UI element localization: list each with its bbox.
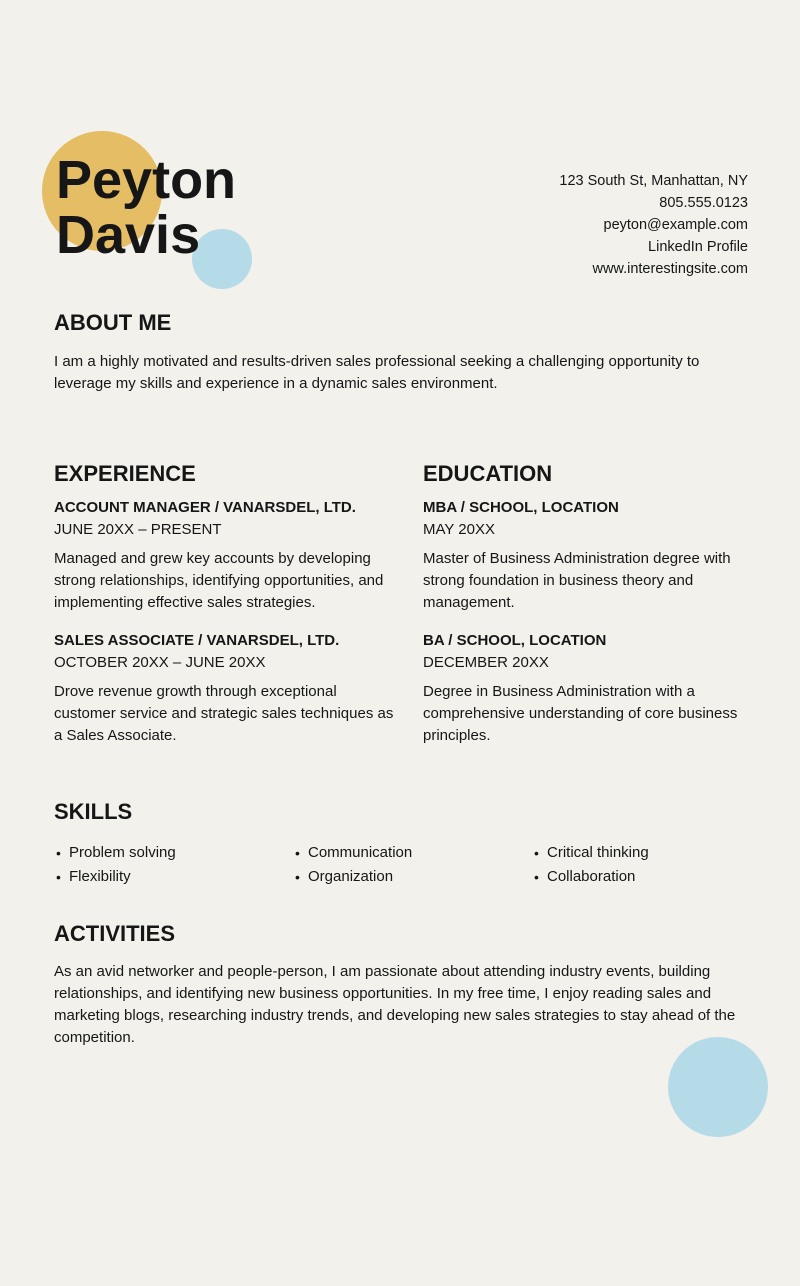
experience-job-title: ACCOUNT MANAGER / VANARSDEL, LTD.	[54, 499, 356, 516]
experience-section	[54, 463, 394, 747]
contact-website: www.interestingsite.com	[592, 261, 748, 277]
experience-dates: JUNE 20XX – PRESENT	[54, 521, 222, 538]
skills-section	[54, 801, 748, 888]
decorative-blue-circle-bottom	[668, 1037, 768, 1137]
skill-item: • Critical thinking	[532, 842, 748, 864]
about-heading: ABOUT ME	[54, 310, 172, 335]
contact-address: 123 South St, Manhattan, NY	[559, 173, 748, 189]
candidate-first-name: Peyton	[56, 150, 237, 210]
skill-item: • Problem solving	[54, 842, 293, 864]
education-entry	[423, 497, 748, 614]
experience-description: Managed and grew key accounts by developing strong relationships, identifying opportunities, and implementing effective sales strategies.	[54, 550, 384, 611]
candidate-name	[56, 150, 237, 265]
skill-item: • Collaboration	[532, 866, 748, 888]
contact-info	[559, 170, 748, 280]
about-text: I am a highly motivated and results-driven sales professional seeking a challenging opportunity to leverage my skills and experience in a dynamic sales environment.	[54, 353, 700, 392]
experience-heading: EXPERIENCE	[54, 461, 196, 486]
skill-item: • Communication	[293, 842, 532, 864]
skill-item: • Flexibility	[54, 866, 293, 888]
activities-section	[54, 923, 748, 1049]
experience-job-title: SALES ASSOCIATE / VANARSDEL, LTD.	[54, 632, 340, 649]
skill-item: • Organization	[293, 866, 532, 888]
skills-list	[54, 842, 748, 888]
experience-dates: OCTOBER 20XX – JUNE 20XX	[54, 654, 266, 671]
activities-heading: ACTIVITIES	[54, 921, 176, 946]
education-degree-title: BA / SCHOOL, LOCATION	[423, 632, 607, 649]
candidate-last-name: Davis	[56, 205, 201, 265]
education-description: Master of Business Administration degree with strong foundation in business theory and management.	[423, 550, 731, 611]
education-entry	[423, 630, 748, 747]
education-degree-title: MBA / SCHOOL, LOCATION	[423, 499, 619, 516]
about-section	[54, 312, 748, 395]
contact-linkedin: LinkedIn Profile	[648, 239, 748, 255]
skills-heading: SKILLS	[54, 799, 133, 824]
activities-text: As an avid networker and people-person, I am passionate about attending industry events, building relationships, and identifying new business opportunities. In my free time, I enjoy reading sales and marketing blogs, researching industry trends, and developing new sales strategies to stay ahead of the competition.	[54, 963, 736, 1046]
education-description: Degree in Business Administration with a comprehensive understanding of core business principles.	[423, 683, 738, 744]
education-section	[423, 463, 748, 747]
experience-entry	[54, 497, 394, 614]
contact-phone: 805.555.0123	[659, 195, 748, 211]
experience-education-columns	[54, 463, 748, 747]
experience-entry	[54, 630, 394, 747]
education-dates: MAY 20XX	[423, 521, 495, 538]
experience-description: Drove revenue growth through exceptional customer service and strategic sales techniques as a Sales Associate.	[54, 683, 394, 744]
education-dates: DECEMBER 20XX	[423, 654, 549, 671]
contact-email: peyton@example.com	[603, 217, 748, 233]
education-heading: EDUCATION	[423, 461, 553, 486]
